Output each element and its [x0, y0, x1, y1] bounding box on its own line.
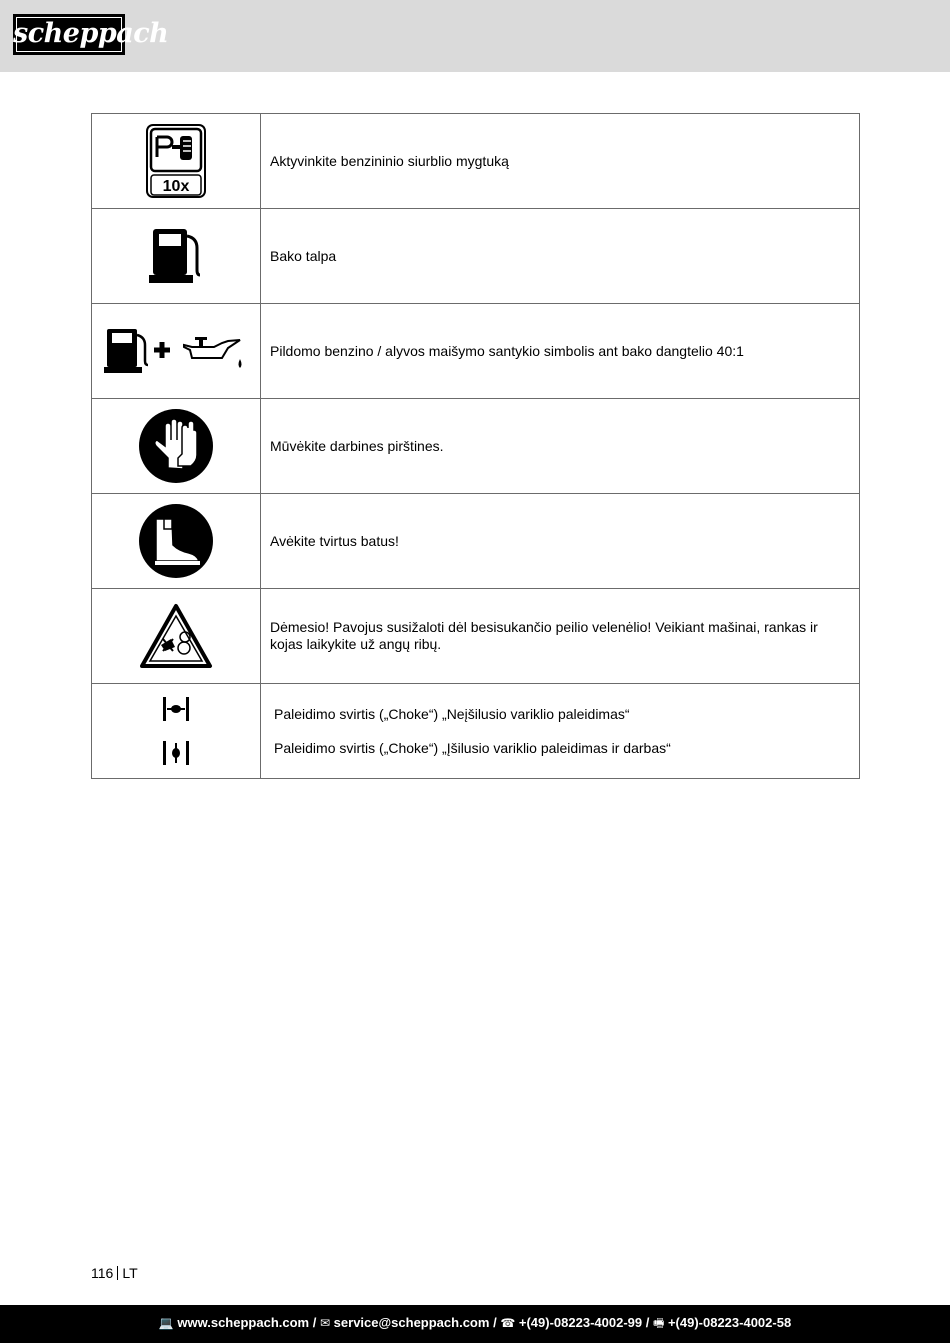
footer-web[interactable]: www.scheppach.com — [177, 1315, 310, 1330]
row-description: Avėkite tvirtus batus! — [261, 494, 860, 589]
table-row — [92, 589, 860, 684]
page-number: 116 LT — [91, 1265, 138, 1281]
warning-rotating-roller-icon — [92, 589, 261, 684]
page-footer: 💻 www.scheppach.com / ✉ service@scheppach.com / ☎ +(49)-08223-4002-99 / 🖷 +(49)-08223-4002-58 — [0, 1305, 950, 1343]
phone-icon: ☎ — [500, 1316, 516, 1330]
row-description: Aktyvinkite benzininio siurblio mygtuką — [261, 114, 860, 209]
symbols-table — [91, 113, 860, 779]
table-row — [92, 304, 860, 399]
table-row — [92, 494, 860, 589]
row-description: Bako talpa — [261, 209, 860, 304]
primer-bulb-10x-icon — [92, 114, 261, 209]
footer-phone: +(49)-08223-4002-99 — [518, 1315, 643, 1330]
table-row — [92, 209, 860, 304]
choke-open-icon — [163, 741, 189, 765]
choke-closed-icon — [163, 697, 189, 721]
wear-gloves-icon — [92, 399, 261, 494]
choke-warm-run-text: Paleidimo svirtis („Choke“) „Įšilusio variklio paleidimas ir darbas“ — [274, 739, 671, 756]
computer-icon: 💻 — [158, 1316, 174, 1330]
fuel-pump-icon — [92, 209, 261, 304]
page-header — [0, 0, 950, 72]
footer-email[interactable]: service@scheppach.com — [333, 1315, 490, 1330]
table-row — [92, 114, 860, 209]
row-description — [261, 684, 860, 779]
table-row — [92, 399, 860, 494]
fax-icon: 🖷 — [653, 1316, 665, 1330]
row-description: Pildomo benzino / alyvos maišymo santykio simbolis ant bako dangtelio 40:1 — [261, 304, 860, 399]
scheppach-logo: scheppach — [13, 14, 125, 55]
choke-lever-icons — [92, 684, 261, 779]
row-description: Dėmesio! Pavojus susižaloti dėl besisukančio peilio velenėlio! Veikiant mašinai, rankas ir kojas laikykite už angų ribų. — [261, 589, 860, 684]
row-description: Mūvėkite darbines pirštines. — [261, 399, 860, 494]
wear-boots-icon — [92, 494, 261, 589]
fuel-plus-oil-icon — [92, 304, 261, 399]
svg-text:10x: 10x — [162, 178, 190, 195]
choke-cold-start-text: Paleidimo svirtis („Choke“) „Neįšilusio variklio paleidimas“ — [274, 705, 630, 722]
email-icon: ✉ — [319, 1316, 331, 1330]
table-row — [92, 684, 860, 779]
footer-fax: +(49)-08223-4002-58 — [667, 1315, 792, 1330]
